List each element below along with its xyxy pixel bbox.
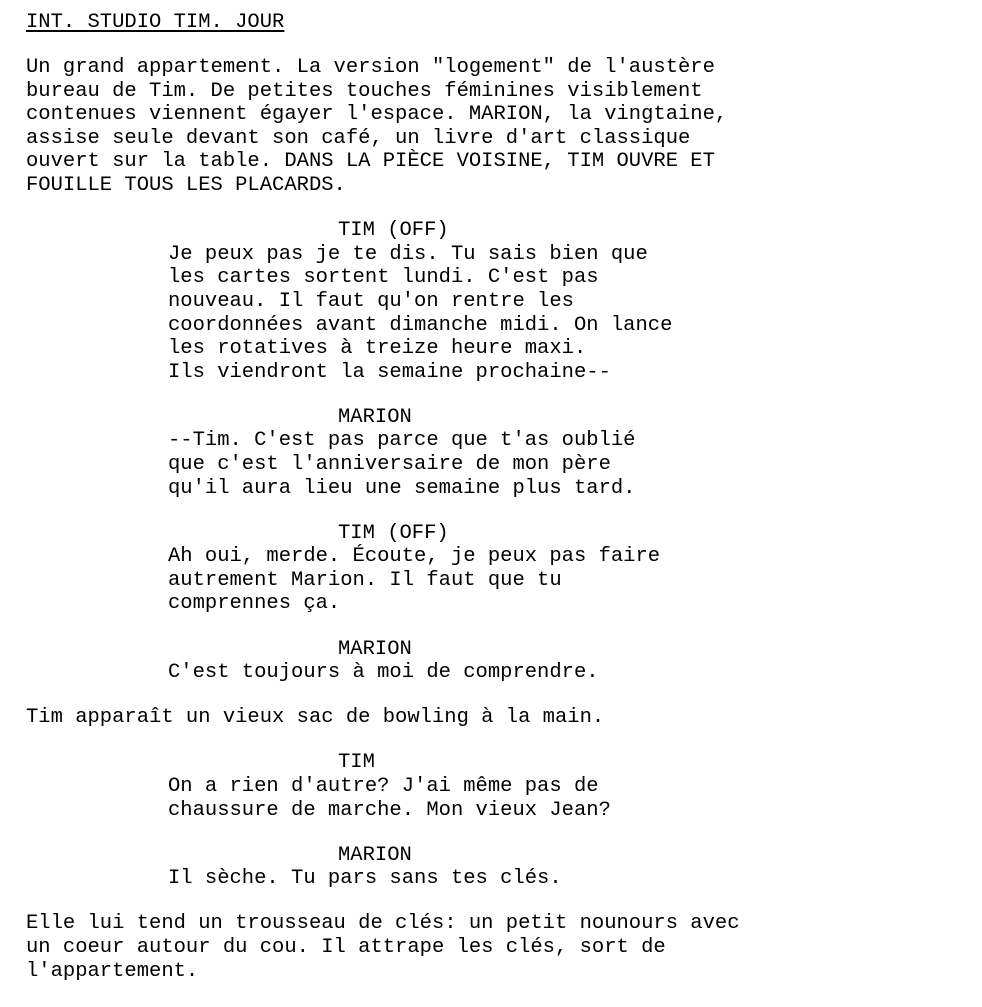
spacer — [26, 616, 966, 638]
dialogue-line: Ils viendront la semaine prochaine-- — [168, 360, 611, 384]
spacer — [26, 35, 966, 57]
action-line: Un grand appartement. La version "logement" de l'austère — [26, 56, 715, 80]
character-name: TIM (OFF) — [338, 521, 449, 545]
dialogue-line: Je peux pas je te dis. Tu sais bien que — [168, 242, 648, 266]
dialogue-block — [26, 522, 966, 616]
dialogue-line: que c'est l'anniversaire de mon père — [168, 453, 611, 476]
action-block — [26, 912, 966, 983]
spacer — [26, 822, 966, 844]
character-name: MARION — [338, 843, 412, 867]
action-line: un coeur autour du cou. Il attrape les clés, sort de — [26, 935, 666, 959]
dialogue-line: les rotatives à treize heure maxi. — [168, 337, 587, 361]
spacer — [26, 500, 966, 522]
action-line: Elle lui tend un trousseau de clés: un petit nounours avec — [26, 912, 740, 936]
character-name: MARION — [338, 637, 412, 661]
dialogue-line: Il sèche. Tu pars sans tes clés. — [168, 867, 562, 891]
spacer — [26, 730, 966, 752]
action-block — [26, 706, 966, 730]
dialogue-block — [26, 406, 966, 500]
scene-heading: INT. STUDIO TIM. JOUR — [26, 11, 285, 34]
dialogue-line: --Tim. C'est pas parce que t'as oublié — [168, 429, 636, 453]
action-line: bureau de Tim. De petites touches féminines visiblement — [26, 79, 703, 103]
dialogue-line: comprennes ça. — [168, 592, 341, 616]
dialogue-line: nouveau. Il faut qu'on rentre les — [168, 289, 574, 313]
action-line: FOUILLE TOUS LES PLACARDS. — [26, 174, 346, 198]
spacer — [26, 685, 966, 707]
dialogue-line: chaussure de marche. Mon vieux Jean? — [168, 798, 611, 822]
character-name: TIM — [338, 751, 375, 775]
dialogue-block — [26, 844, 966, 891]
dialogue-line: coordonnées avant dimanche midi. On lance — [168, 313, 673, 337]
action-line: l'appartement. — [26, 959, 199, 983]
spacer — [26, 198, 966, 220]
action-line: ouvert sur la table. DANS LA PIÈCE VOISINE, TIM OUVRE ET — [26, 150, 715, 174]
dialogue-block — [26, 219, 966, 384]
screenplay-page — [26, 11, 966, 983]
dialogue-line: On a rien d'autre? J'ai même pas de — [168, 774, 599, 798]
dialogue-line: autrement Marion. Il faut que tu — [168, 568, 562, 592]
dialogue-line: C'est toujours à moi de comprendre. — [168, 661, 599, 685]
dialogue-line: qu'il aura lieu une semaine plus tard. — [168, 476, 636, 500]
dialogue-line: les cartes sortent lundi. C'est pas — [168, 266, 599, 290]
action-block — [26, 56, 966, 198]
dialogue-block — [26, 751, 966, 822]
script-body — [26, 56, 966, 983]
spacer — [26, 384, 966, 406]
dialogue-line: Ah oui, merde. Écoute, je peux pas faire — [168, 545, 661, 569]
action-line: Tim apparaît un vieux sac de bowling à la main. — [26, 706, 605, 730]
action-line: assise seule devant son café, un livre d'art classique — [26, 126, 691, 150]
spacer — [26, 891, 966, 913]
character-name: MARION — [338, 405, 412, 429]
dialogue-block — [26, 638, 966, 685]
character-name: TIM (OFF) — [338, 219, 449, 243]
action-line: contenues viennent égayer l'espace. MARION, la vingtaine, — [26, 103, 728, 127]
